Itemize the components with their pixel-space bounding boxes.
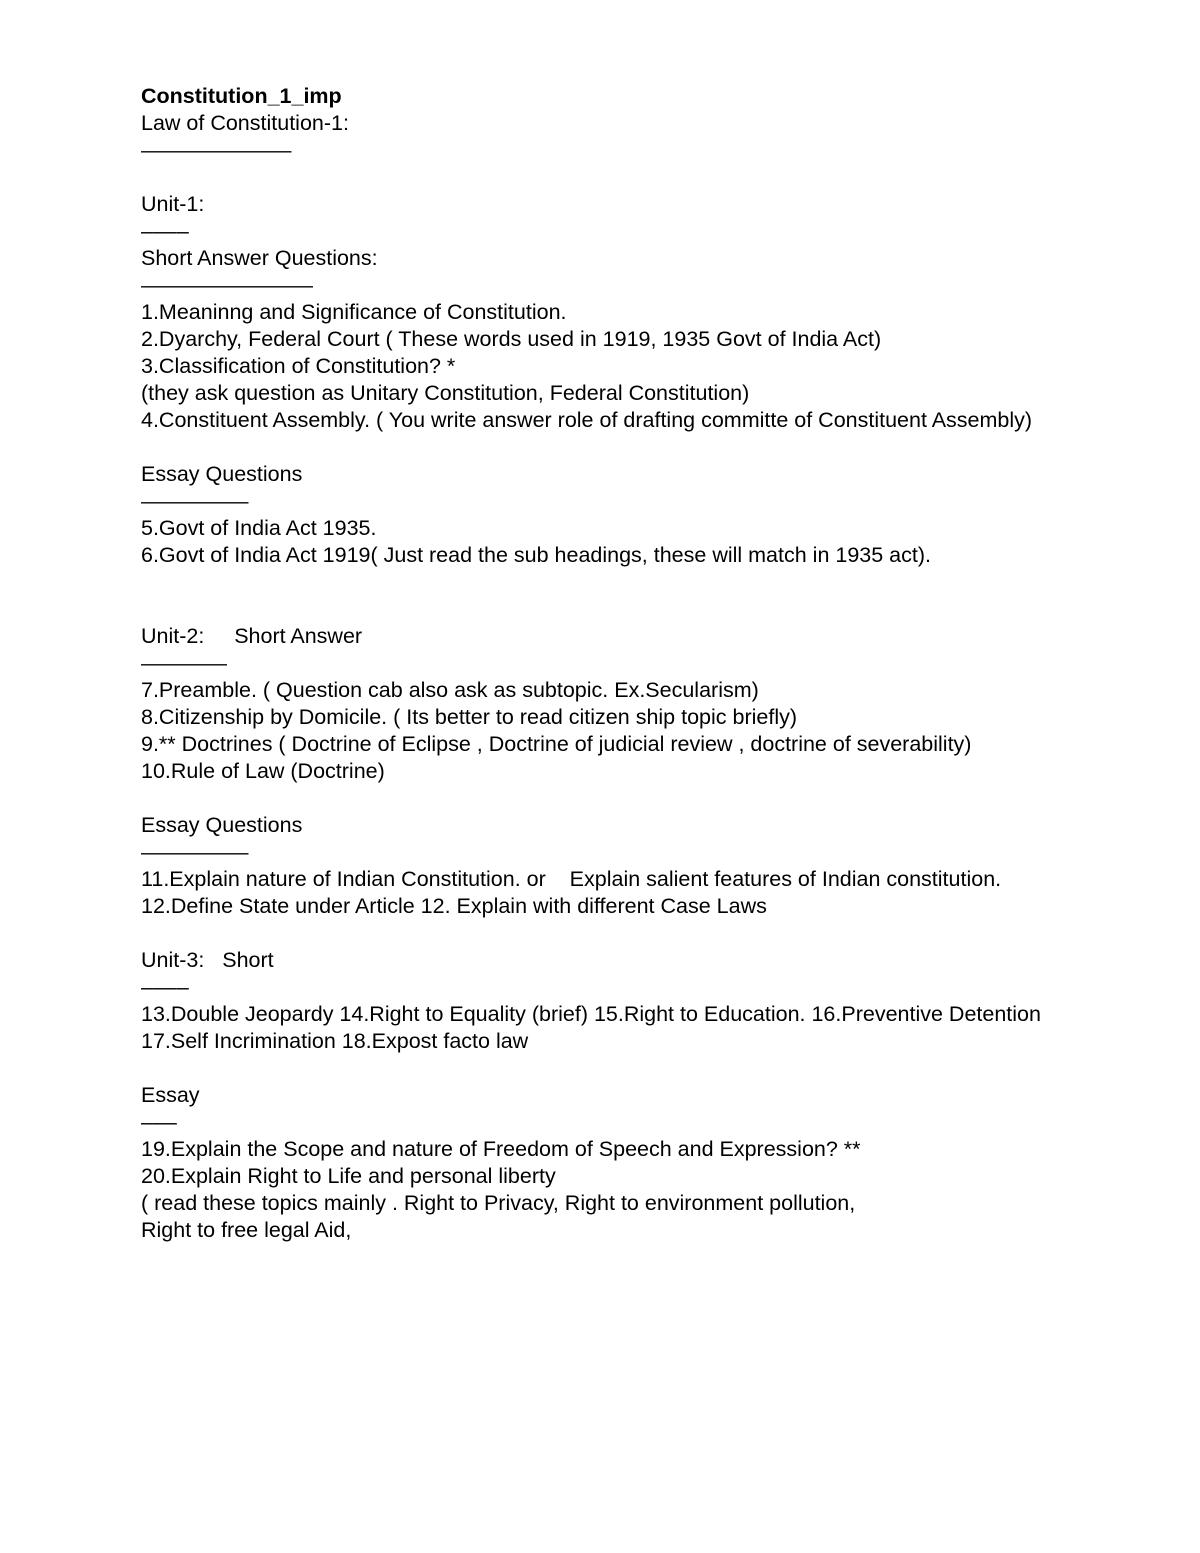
unit-1-essay-heading: Essay Questions xyxy=(141,462,303,486)
document-title: Constitution_1_imp xyxy=(141,84,342,108)
spacer xyxy=(141,785,1181,812)
list-item: 17.Self Incrimination 18.Expost facto law xyxy=(141,1029,529,1053)
unit-1-heading: Unit-1: xyxy=(141,192,205,216)
list-item: 6.Govt of India Act 1919( Just read the sub headings, these will match in 1935 act). xyxy=(141,543,931,567)
document-subtitle: Law of Constitution-1: xyxy=(141,111,349,135)
unit-3-heading: Unit-3: Short xyxy=(141,948,274,972)
unit-2-essay-heading: Essay Questions xyxy=(141,813,303,837)
unit-2-essay-rule: ————— xyxy=(141,840,249,864)
list-item: ( read these topics mainly . Right to Privacy, Right to environment pollution, xyxy=(141,1191,856,1215)
unit-1-short-heading: Short Answer Questions: xyxy=(141,246,378,270)
list-item: 4.Constituent Assembly. ( You write answer role of drafting committe of Constituent Assembly) xyxy=(141,408,1033,432)
list-item: (they ask question as Unitary Constitution, Federal Constitution) xyxy=(141,381,750,405)
spacer xyxy=(141,434,1181,461)
list-item: 1.Meaninng and Significance of Constitution. xyxy=(141,300,567,324)
list-item: 2.Dyarchy, Federal Court ( These words used in 1919, 1935 Govt of India Act) xyxy=(141,327,882,351)
list-item: 19.Explain the Scope and nature of Freedom of Speech and Expression? ** xyxy=(141,1137,861,1161)
list-item: 8.Citizenship by Domicile. ( Its better to read citizen ship topic briefly) xyxy=(141,705,798,729)
unit-2-heading-rule: ———— xyxy=(141,651,227,675)
list-item: 11.Explain nature of Indian Constitution. or Explain salient features of Indian constitution. xyxy=(141,867,1002,891)
unit-1-short-rule: ———————— xyxy=(141,273,313,297)
unit-3-section xyxy=(141,947,1181,1244)
list-item: 12.Define State under Article 12. Explain with different Case Laws xyxy=(141,894,767,918)
spacer xyxy=(141,1055,1181,1082)
spacer xyxy=(141,569,1181,596)
unit-1-essay-rule: ————— xyxy=(141,489,249,513)
list-item: 9.** Doctrines ( Doctrine of Eclipse , Doctrine of judicial review , doctrine of severability) xyxy=(141,732,972,756)
spacer xyxy=(141,164,1181,191)
list-item: 10.Rule of Law (Doctrine) xyxy=(141,759,385,783)
unit-2-section xyxy=(141,623,1181,920)
subtitle-rule: ——————— xyxy=(141,138,292,162)
list-item: Right to free legal Aid, xyxy=(141,1218,352,1242)
unit-3-essay-rule: ––– xyxy=(141,1110,177,1134)
list-item: 7.Preamble. ( Question cab also ask as subtopic. Ex.Secularism) xyxy=(141,678,759,702)
unit-3-heading-rule: –––– xyxy=(141,975,189,999)
document-body xyxy=(141,83,1181,1244)
list-item: 13.Double Jeopardy 14.Right to Equality (brief) 15.Right to Education. 16.Preventive Detention xyxy=(141,1002,1041,1026)
unit-3-essay-heading: Essay xyxy=(141,1083,200,1107)
spacer xyxy=(141,920,1181,947)
list-item: 20.Explain Right to Life and personal liberty xyxy=(141,1164,556,1188)
list-item: 3.Classification of Constitution? * xyxy=(141,354,456,378)
unit-1-section xyxy=(141,191,1181,569)
list-item: 5.Govt of India Act 1935. xyxy=(141,516,377,540)
unit-2-heading: Unit-2: Short Answer xyxy=(141,624,363,648)
unit-1-heading-rule: –––– xyxy=(141,219,189,243)
spacer xyxy=(141,596,1181,623)
